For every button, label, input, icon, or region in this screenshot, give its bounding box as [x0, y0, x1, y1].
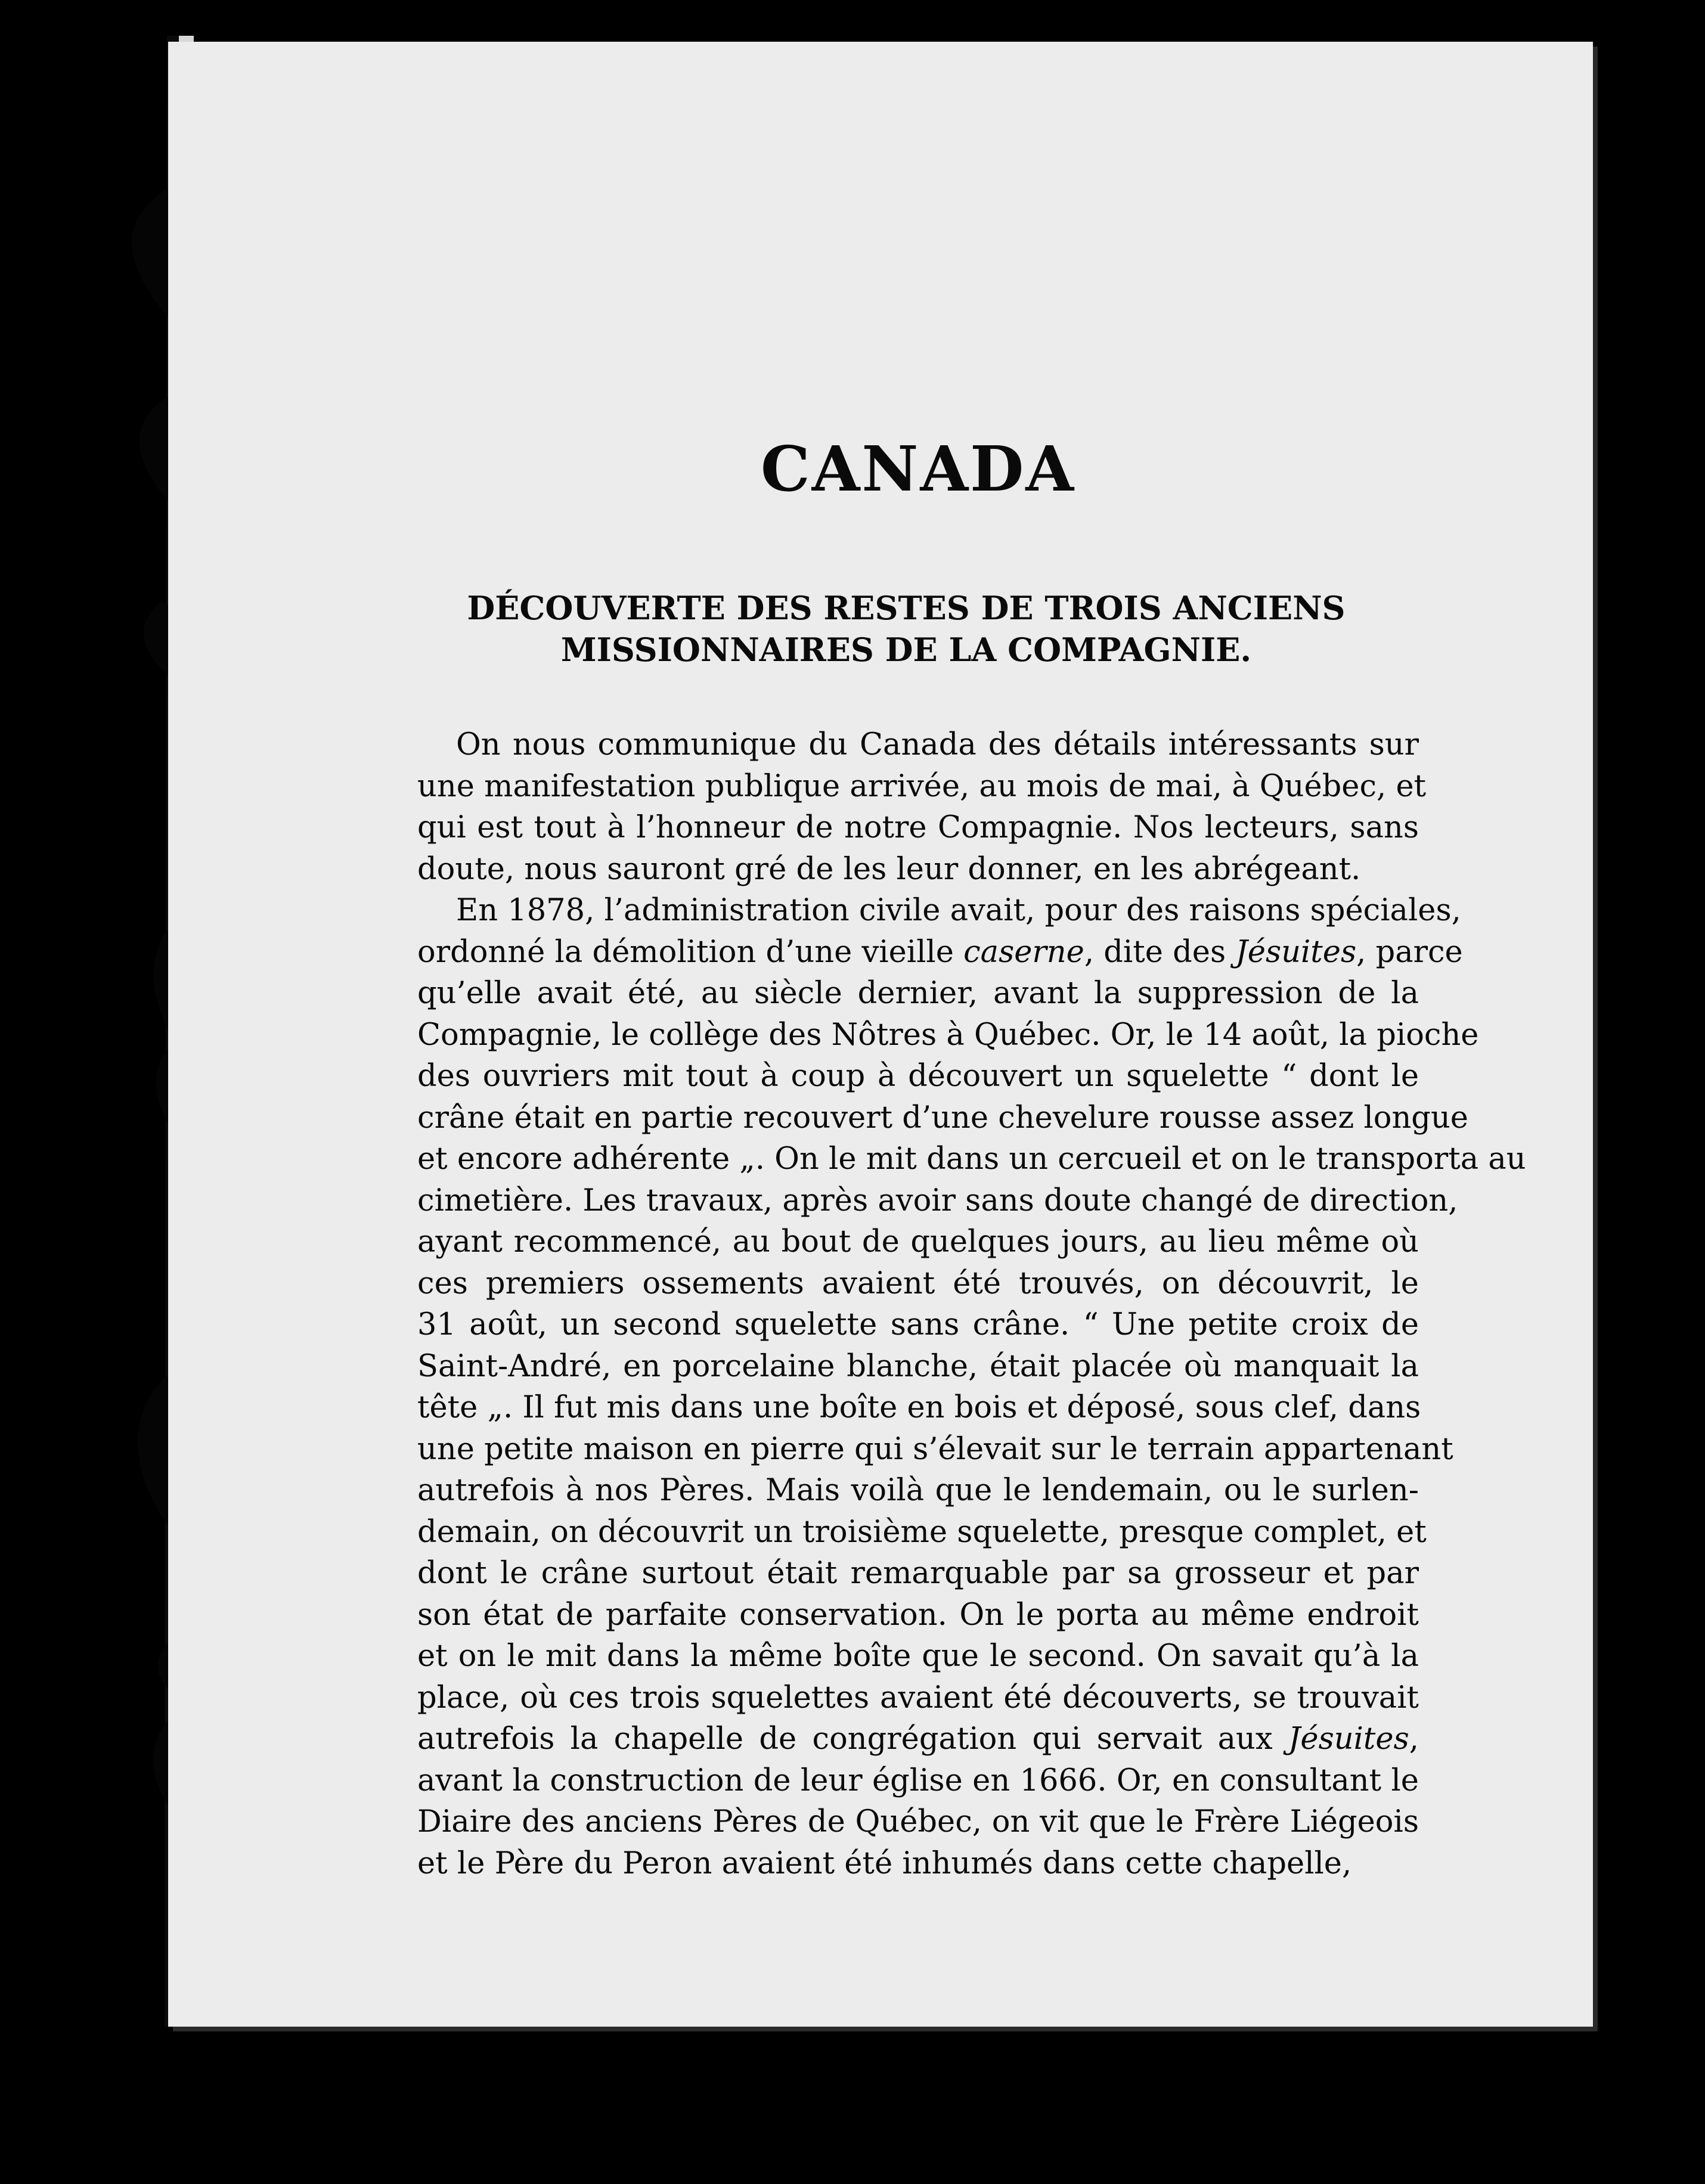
text-line: demain, on découvrit un troisième squelette, presque complet, et — [417, 1514, 1427, 1550]
text-line: qu’elle avait été, au siècle dernier, avant la suppression de la — [417, 976, 1419, 1011]
text-line: et encore adhérente „. On le mit dans un cercueil et on le transporta au — [417, 1141, 1526, 1177]
text-line: autrefois la chapelle de congrégation qui servait aux Jésuites, — [417, 1721, 1419, 1757]
text-line: crâne était en partie recouvert d’une chevelure rousse assez longue — [417, 1100, 1468, 1136]
text-line: tête „. Il fut mis dans une boîte en bois et déposé, sous clef, dans — [417, 1390, 1421, 1425]
text-line: et le Père du Peron avaient été inhumés dans cette chapelle, — [417, 1845, 1352, 1881]
text-line: qui est tout à l’honneur de notre Compagnie. Nos lecteurs, sans — [417, 810, 1419, 845]
body-text — [417, 724, 1526, 1884]
text-line: 31 août, un second squelette sans crâne. “ Une petite croix de — [417, 1307, 1419, 1342]
text-line: dont le crâne surtout était remarquable par sa grosseur et par — [417, 1556, 1419, 1591]
subtitle-line: DÉCOUVERTE DES RESTES DE TROIS ANCIENS — [467, 589, 1346, 627]
text-line: et on le mit dans la même boîte que le second. On savait qu’à la — [417, 1639, 1419, 1674]
article-subtitle — [429, 587, 1383, 671]
text-line: place, où ces trois squelettes avaient été découverts, se trouvait — [417, 1680, 1419, 1715]
text-line: cimetière. Les travaux, après avoir sans doute changé de direction, — [417, 1183, 1458, 1218]
text-line: des ouvriers mit tout à coup à découvert un squelette “ dont le — [417, 1059, 1419, 1094]
text-line: une manifestation publique arrivée, au mois de mai, à Québec, et — [417, 768, 1427, 804]
text-line: Diaire des anciens Pères de Québec, on vit que le Frère Liégeois — [417, 1804, 1419, 1839]
text-line: ordonné la démolition d’une vieille caserne, dite des Jésuites, parce — [417, 934, 1463, 970]
text-line: doute, nous sauront gré de les leur donner, en les abrégeant. — [417, 851, 1361, 887]
text-line: son état de parfaite conservation. On le porta au même endroit — [417, 1597, 1419, 1633]
text-line: une petite maison en pierre qui s’élevait sur le terrain appartenant — [417, 1431, 1453, 1467]
text-line: On nous communique du Canada des détails intéressants sur — [456, 727, 1419, 762]
text-line: ces premiers ossements avaient été trouvés, on découvrit, le — [417, 1265, 1419, 1301]
text-line: autrefois à nos Pères. Mais voilà que le lendemain, ou le surlen- — [417, 1473, 1419, 1508]
page-title: CANADA — [760, 432, 1076, 505]
text-line: En 1878, l’administration civile avait, pour des raisons spéciales, — [456, 893, 1461, 928]
text-line: Compagnie, le collège des Nôtres à Québec. Or, le 14 août, la pioche — [417, 1017, 1479, 1053]
subtitle-line: MISSIONNAIRES DE LA COMPAGNIE. — [560, 631, 1252, 669]
text-line: Saint-André, en porcelaine blanche, était placée où manquait la — [417, 1348, 1419, 1384]
text-line: ayant recommencé, au bout de quelques jours, au lieu même où — [417, 1224, 1419, 1259]
text-line: avant la construction de leur église en 1666. Or, en consultant le — [417, 1763, 1419, 1798]
